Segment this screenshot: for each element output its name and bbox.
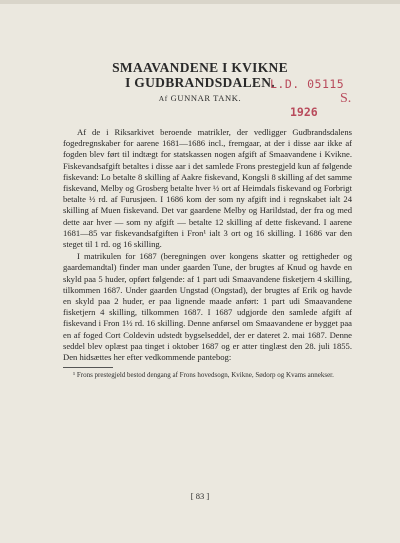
author-name: GUNNAR TANK. [170, 93, 242, 103]
paragraph-1: Af de i Riksarkivet beroende matrikler, der vedligger Gudbrandsdalens fogedregnskaber for aarene 1681—1686 incl., fremgaar, at der i disse aar ikke af fogden blev ført til indtægt for statskassen nogen afgift af Smaavandene i Kvikne. Fiskevandsafgift betaltes i disse aar i det samlede Frons prestegjeld kun af følgende fiskevand: Lo betalte 8 skilling af Aakre fiskevand, Kongsli 8 skilling af det samme fiskevand, Melby og Grosberg betalte hver ½ ort af Heimdals fiskevand og Forbrigt betalte ½ rd. af Furusjøen. I 1686 kom der som ny afgift ind i regnskabet ialt 24 skilling af Muen fiskevand. Det var gaardene Melby og Harildstad, der fra og med dette aar hver — som ny afgift — betalte 12 skilling af dette fiskevand. I aarene 1681—85 var fiskevandsafgiften i Fron¹ ialt 3 ort og 16 skilling. I 1686 var den steget til 1 rd. og 16 skilling. [63, 127, 352, 250]
article-body [63, 127, 352, 380]
footnote-divider [63, 367, 113, 368]
footnote: ¹ Frons prestegjeld bestod dengang af Frons hovedsogn, Kvikne, Sødorp og Kvams annekser. [73, 371, 334, 380]
stamp-mark: S. [340, 91, 352, 106]
title-line-2: I GUDBRANDSDALEN. [125, 75, 275, 90]
page-edge [0, 0, 400, 4]
stamp-code: L.D. 05115 [270, 77, 345, 91]
author-prefix: Af [158, 94, 168, 103]
stamp-year: 1926 [290, 105, 318, 119]
title-line-1: SMAAVANDENE I KVIKNE [112, 60, 288, 75]
library-stamp [270, 77, 388, 123]
paragraph-2: I matrikulen for 1687 (beregningen over kongens skatter og rettigheder og gaardemandtal) finder man under gaarden Tune, der brugtes af Knud og havde en skyld paa 5 huder, opført følgende: af 1 part udi Smaavandene fisketjern 4 skilling, tilkommen 1687. Under gaarden Ungstad (Ongstad), der brugtes af Erik og havde en skyld paa 2 huder, er paa lignende maade anført: 1 part udi Smaavandene fisketjern 4 skilling, tilkommen 1687. I 1687 udgjorde den samlede afgift af fiskevand i Fron 1½ rd. 16 skilling. Denne anførsel om Smaavandene er bygget paa en af foged Cort Coldevin udstedt bygselseddel, der er dateret 2. mai 1687. Denne seddel blev oplæst paa tinget i oktober 1687 og er atter tinglæst den 28. juli 1855. Den hidsættes her efter vedkommende pantebog: [63, 251, 352, 363]
page-number: [ 83 ] [190, 491, 210, 501]
